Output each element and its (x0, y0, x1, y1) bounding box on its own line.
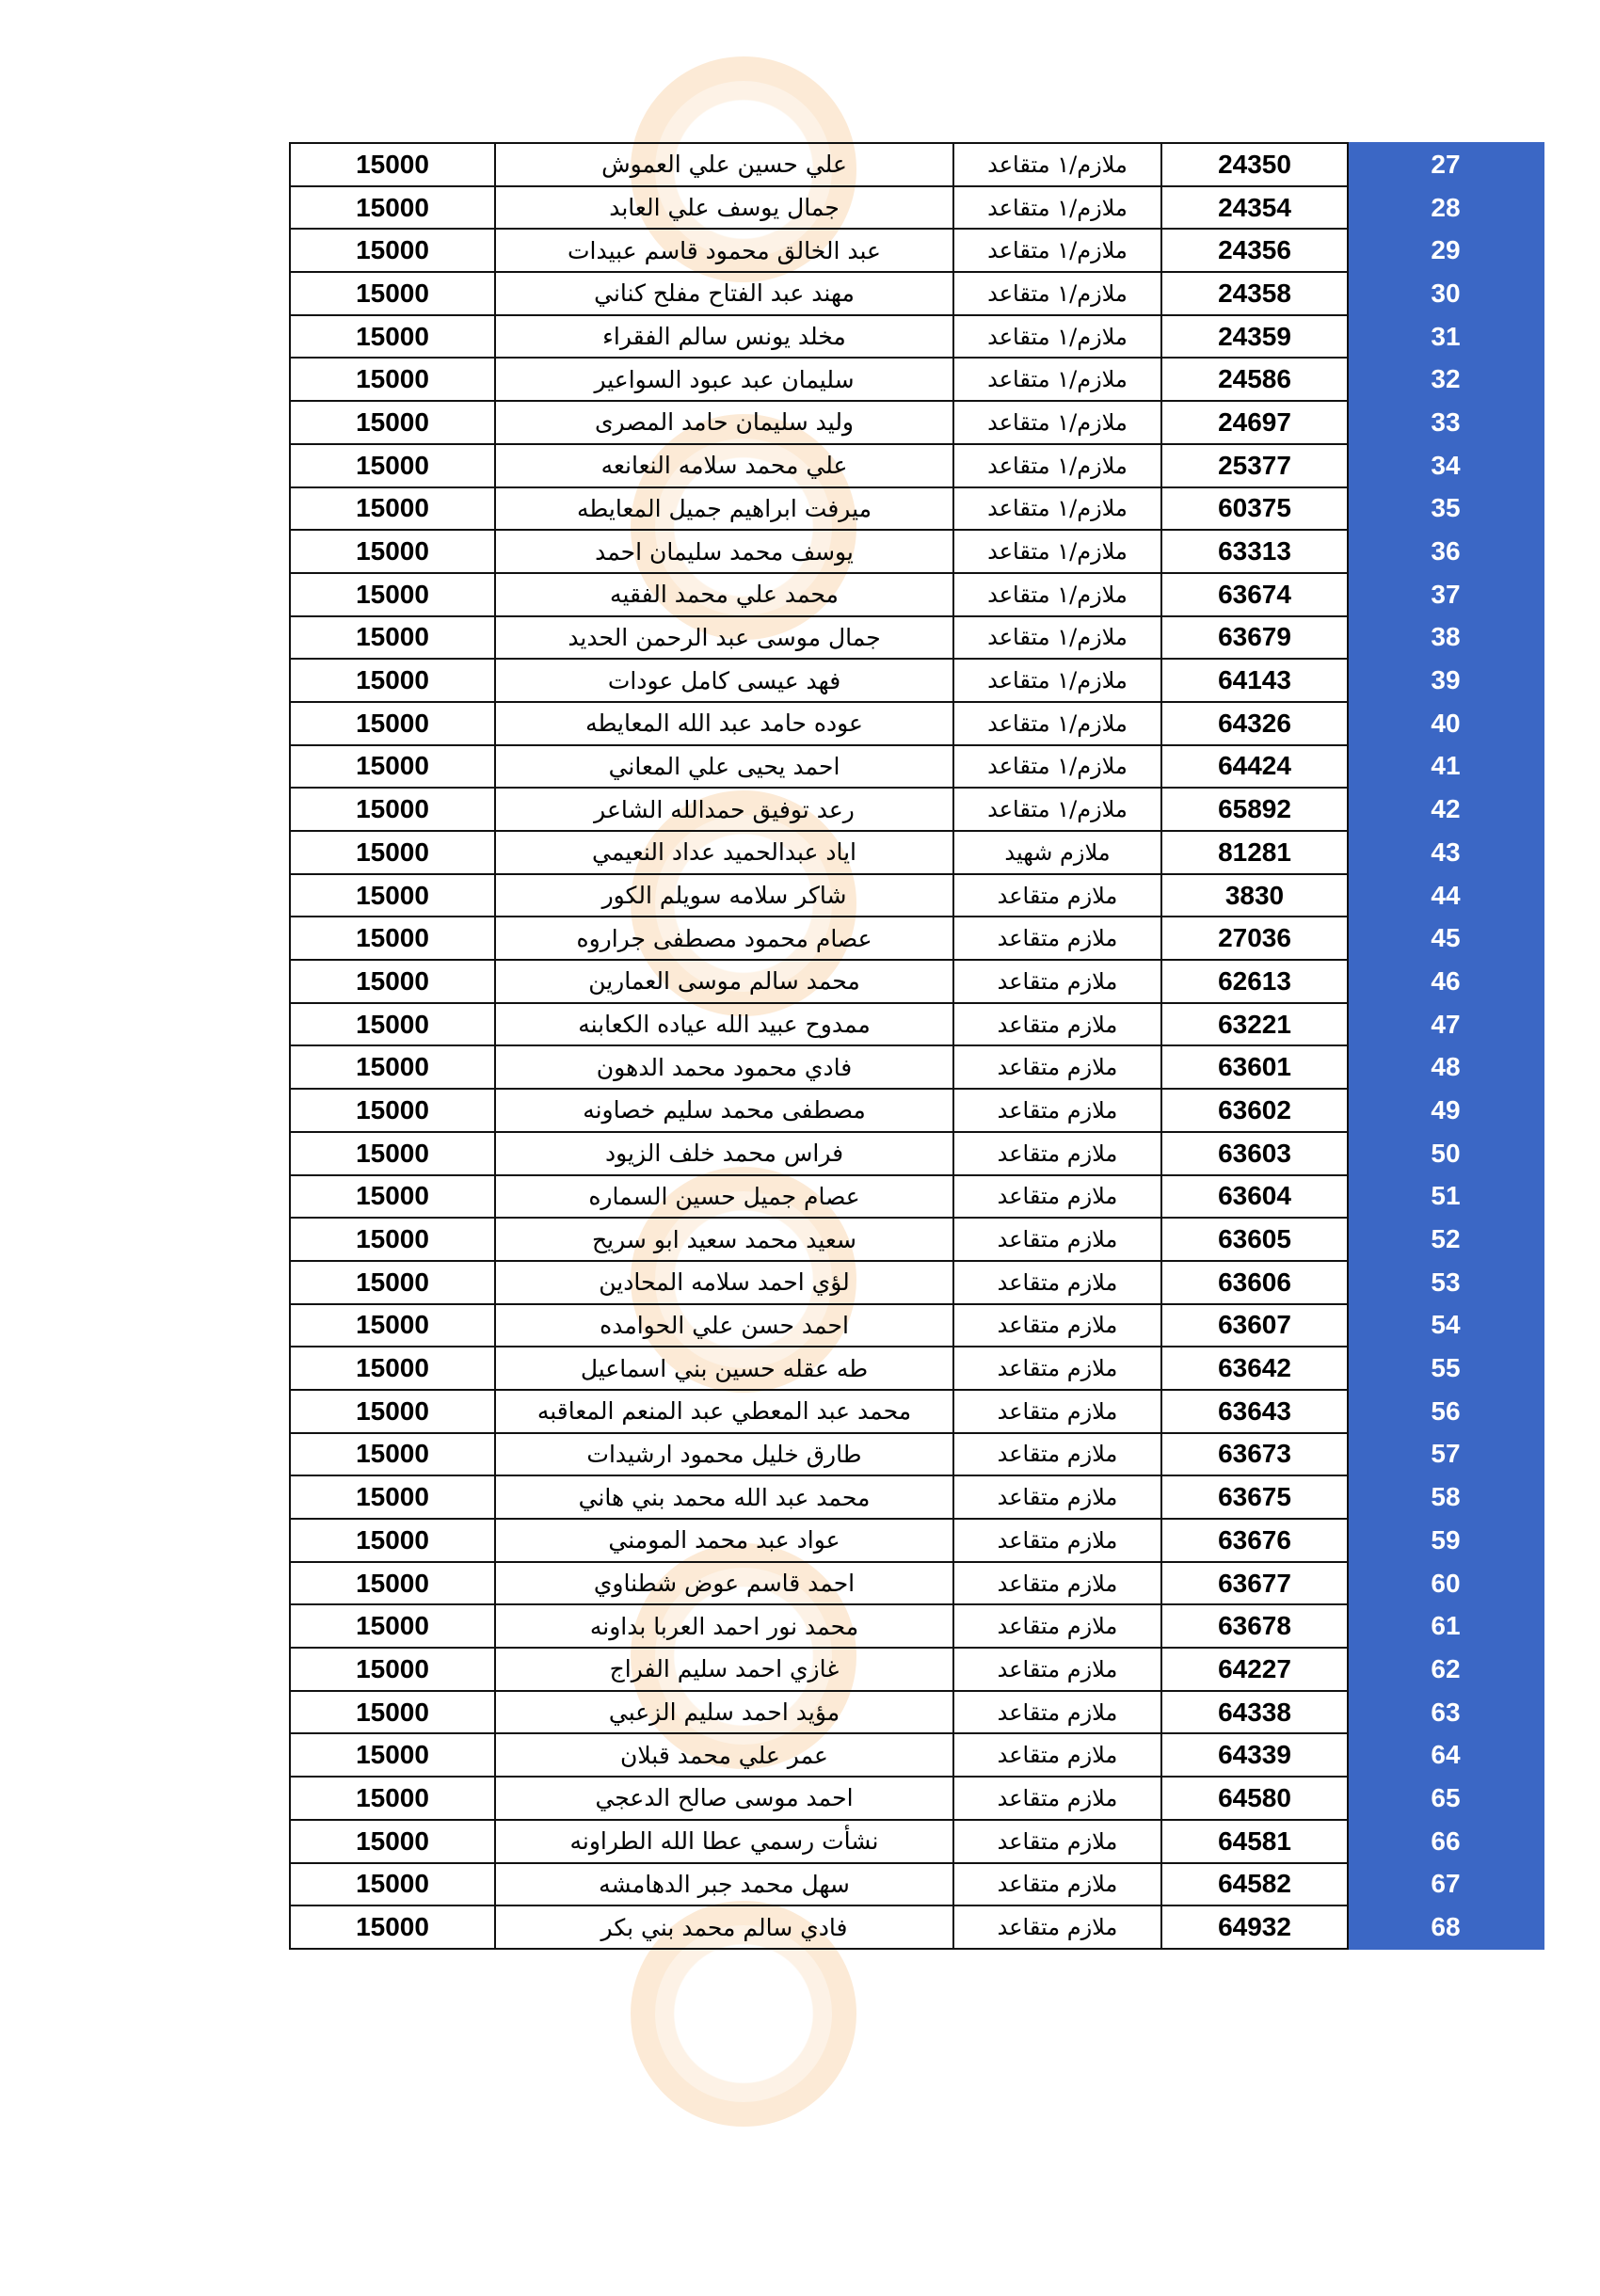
table-row (290, 1562, 1544, 1605)
table-row (290, 1175, 1544, 1219)
row-number-cell: 31 (1348, 315, 1544, 359)
name-cell: اياد عبدالحميد عداد النعيمي (495, 831, 953, 874)
rank-cell: ملازم متقاعد (953, 1390, 1161, 1433)
table-row (290, 960, 1544, 1003)
military-id-cell: 63601 (1161, 1045, 1348, 1089)
amount-cell: 15000 (290, 1820, 495, 1863)
name-cell: عوده حامد عبد الله المعايطه (495, 702, 953, 745)
rank-cell: ملازم متقاعد (953, 1519, 1161, 1562)
rank-cell: ملازم/١ متقاعد (953, 573, 1161, 616)
military-id-cell: 65892 (1161, 788, 1348, 831)
military-id-cell: 24586 (1161, 358, 1348, 401)
military-id-cell: 64326 (1161, 702, 1348, 745)
rank-cell: ملازم متقاعد (953, 917, 1161, 960)
amount-cell: 15000 (290, 1733, 495, 1777)
table-row (290, 745, 1544, 789)
amount-cell: 15000 (290, 487, 495, 531)
table-row (290, 1132, 1544, 1175)
amount-cell: 15000 (290, 1475, 495, 1519)
military-id-cell: 63677 (1161, 1562, 1348, 1605)
amount-cell: 15000 (290, 1648, 495, 1691)
table-row (290, 1089, 1544, 1132)
row-number-cell: 33 (1348, 401, 1544, 444)
row-number-cell: 57 (1348, 1433, 1544, 1476)
military-id-cell: 63602 (1161, 1089, 1348, 1132)
table-row (290, 358, 1544, 401)
amount-cell: 15000 (290, 1347, 495, 1390)
table-row (290, 143, 1544, 186)
military-id-cell: 24359 (1161, 315, 1348, 359)
table-row (290, 788, 1544, 831)
row-number-cell: 46 (1348, 960, 1544, 1003)
military-id-cell: 63679 (1161, 616, 1348, 660)
row-number-cell: 64 (1348, 1733, 1544, 1777)
amount-cell: 15000 (290, 1433, 495, 1476)
amount-cell: 15000 (290, 1390, 495, 1433)
military-id-cell: 64580 (1161, 1777, 1348, 1820)
rank-cell: ملازم متقاعد (953, 1218, 1161, 1261)
row-number-cell: 50 (1348, 1132, 1544, 1175)
amount-cell: 15000 (290, 1132, 495, 1175)
rank-cell: ملازم/١ متقاعد (953, 745, 1161, 789)
row-number-cell: 51 (1348, 1175, 1544, 1219)
rank-cell: ملازم متقاعد (953, 1733, 1161, 1777)
rank-cell: ملازم/١ متقاعد (953, 143, 1161, 186)
name-cell: فهد عيسى كامل عودات (495, 659, 953, 702)
name-cell: علي محمد سلامه النعانعه (495, 444, 953, 487)
rank-cell: ملازم متقاعد (953, 874, 1161, 917)
military-id-cell: 81281 (1161, 831, 1348, 874)
table-row (290, 1777, 1544, 1820)
name-cell: علي حسين علي العموش (495, 143, 953, 186)
rank-cell: ملازم متقاعد (953, 1304, 1161, 1347)
military-id-cell: 24358 (1161, 272, 1348, 315)
name-cell: احمد حسن علي الحوامده (495, 1304, 953, 1347)
rank-cell: ملازم متقاعد (953, 1820, 1161, 1863)
name-cell: مهند عبد الفتاح مفلح كناني (495, 272, 953, 315)
military-id-cell: 63604 (1161, 1175, 1348, 1219)
rank-cell: ملازم/١ متقاعد (953, 401, 1161, 444)
military-id-cell: 63643 (1161, 1390, 1348, 1433)
amount-cell: 15000 (290, 1519, 495, 1562)
amount-cell: 15000 (290, 1562, 495, 1605)
military-id-cell: 63642 (1161, 1347, 1348, 1390)
name-cell: فادي محمود محمد الدهون (495, 1045, 953, 1089)
amount-cell: 15000 (290, 616, 495, 660)
row-number-cell: 58 (1348, 1475, 1544, 1519)
amount-cell: 15000 (290, 1045, 495, 1089)
rank-cell: ملازم متقاعد (953, 1003, 1161, 1046)
row-number-cell: 66 (1348, 1820, 1544, 1863)
table-row (290, 1261, 1544, 1304)
row-number-cell: 65 (1348, 1777, 1544, 1820)
military-id-cell: 60375 (1161, 487, 1348, 531)
rank-cell: ملازم/١ متقاعد (953, 659, 1161, 702)
military-id-cell: 63313 (1161, 530, 1348, 573)
row-number-cell: 68 (1348, 1905, 1544, 1949)
table-row (290, 186, 1544, 230)
row-number-cell: 32 (1348, 358, 1544, 401)
rank-cell: ملازم/١ متقاعد (953, 487, 1161, 531)
military-id-cell: 63674 (1161, 573, 1348, 616)
rank-cell: ملازم متقاعد (953, 1175, 1161, 1219)
amount-cell: 15000 (290, 1691, 495, 1734)
table-row (290, 702, 1544, 745)
military-id-cell: 24350 (1161, 143, 1348, 186)
name-cell: مصطفى محمد سليم خصاونه (495, 1089, 953, 1132)
row-number-cell: 28 (1348, 186, 1544, 230)
name-cell: نشأت رسمي عطا الله الطراونه (495, 1820, 953, 1863)
table-row (290, 659, 1544, 702)
amount-cell: 15000 (290, 444, 495, 487)
row-number-cell: 35 (1348, 487, 1544, 531)
name-cell: احمد موسى صالح الدعجي (495, 1777, 953, 1820)
amount-cell: 15000 (290, 1175, 495, 1219)
military-id-cell: 63675 (1161, 1475, 1348, 1519)
amount-cell: 15000 (290, 1604, 495, 1648)
row-number-cell: 44 (1348, 874, 1544, 917)
rank-cell: ملازم متقاعد (953, 1562, 1161, 1605)
table-row (290, 487, 1544, 531)
military-id-cell: 64582 (1161, 1863, 1348, 1906)
row-number-cell: 38 (1348, 616, 1544, 660)
military-id-cell: 63605 (1161, 1218, 1348, 1261)
rank-cell: ملازم/١ متقاعد (953, 358, 1161, 401)
military-id-cell: 64424 (1161, 745, 1348, 789)
name-cell: لؤي احمد سلامه المحادين (495, 1261, 953, 1304)
row-number-cell: 61 (1348, 1604, 1544, 1648)
name-cell: طارق خليل محمود ارشيدات (495, 1433, 953, 1476)
name-cell: عمر علي محمد قبلان (495, 1733, 953, 1777)
military-id-cell: 63221 (1161, 1003, 1348, 1046)
name-cell: جمال موسى عبد الرحمن الحديد (495, 616, 953, 660)
rank-cell: ملازم متقاعد (953, 1347, 1161, 1390)
name-cell: سعيد محمد سعيد ابو سريح (495, 1218, 953, 1261)
rank-cell: ملازم متقاعد (953, 1433, 1161, 1476)
table-row (290, 1045, 1544, 1089)
amount-cell: 15000 (290, 143, 495, 186)
rank-cell: ملازم متقاعد (953, 1691, 1161, 1734)
row-number-cell: 59 (1348, 1519, 1544, 1562)
amount-cell: 15000 (290, 358, 495, 401)
table-row (290, 917, 1544, 960)
rank-cell: ملازم متقاعد (953, 1863, 1161, 1906)
name-cell: عصام جميل حسين السماره (495, 1175, 953, 1219)
rank-cell: ملازم متقاعد (953, 1045, 1161, 1089)
name-cell: ميرفت ابراهيم جميل المعايطه (495, 487, 953, 531)
name-cell: شاكر سلامه سويلم الكور (495, 874, 953, 917)
row-number-cell: 55 (1348, 1347, 1544, 1390)
amount-cell: 15000 (290, 1218, 495, 1261)
rank-cell: ملازم/١ متقاعد (953, 702, 1161, 745)
military-id-cell: 63678 (1161, 1604, 1348, 1648)
roster-body (290, 143, 1544, 1949)
name-cell: محمد نور احمد العربا بداونه (495, 1604, 953, 1648)
table-row (290, 272, 1544, 315)
military-id-cell: 3830 (1161, 874, 1348, 917)
rank-cell: ملازم متقاعد (953, 1132, 1161, 1175)
name-cell: مؤيد احمد سليم الزعبي (495, 1691, 953, 1734)
row-number-cell: 67 (1348, 1863, 1544, 1906)
amount-cell: 15000 (290, 788, 495, 831)
row-number-cell: 40 (1348, 702, 1544, 745)
amount-cell: 15000 (290, 874, 495, 917)
amount-cell: 15000 (290, 1905, 495, 1949)
military-id-cell: 27036 (1161, 917, 1348, 960)
table-row (290, 1304, 1544, 1347)
table-row (290, 616, 1544, 660)
row-number-cell: 36 (1348, 530, 1544, 573)
amount-cell: 15000 (290, 1304, 495, 1347)
military-id-cell: 64227 (1161, 1648, 1348, 1691)
rank-cell: ملازم/١ متقاعد (953, 272, 1161, 315)
amount-cell: 15000 (290, 272, 495, 315)
table-row (290, 1475, 1544, 1519)
name-cell: مخلد يونس سالم الفقراء (495, 315, 953, 359)
rank-cell: ملازم/١ متقاعد (953, 186, 1161, 230)
rank-cell: ملازم متقاعد (953, 1905, 1161, 1949)
amount-cell: 15000 (290, 659, 495, 702)
name-cell: فادي سالم محمد بني بكر (495, 1905, 953, 1949)
row-number-cell: 29 (1348, 229, 1544, 272)
rank-cell: ملازم/١ متقاعد (953, 444, 1161, 487)
name-cell: محمد عبد المعطي عبد المنعم المعاقبه (495, 1390, 953, 1433)
name-cell: عصام محمود مصطفى جراروه (495, 917, 953, 960)
amount-cell: 15000 (290, 530, 495, 573)
name-cell: عواد عبد محمد المومني (495, 1519, 953, 1562)
name-cell: جمال يوسف علي العابد (495, 186, 953, 230)
amount-cell: 15000 (290, 315, 495, 359)
amount-cell: 15000 (290, 1777, 495, 1820)
amount-cell: 15000 (290, 229, 495, 272)
row-number-cell: 37 (1348, 573, 1544, 616)
table-row (290, 530, 1544, 573)
name-cell: احمد يحيى علي المعاني (495, 745, 953, 789)
rank-cell: ملازم متقاعد (953, 1777, 1161, 1820)
table-row (290, 401, 1544, 444)
table-row (290, 1691, 1544, 1734)
military-id-cell: 63603 (1161, 1132, 1348, 1175)
amount-cell: 15000 (290, 1863, 495, 1906)
rank-cell: ملازم متقاعد (953, 1475, 1161, 1519)
military-id-cell: 25377 (1161, 444, 1348, 487)
amount-cell: 15000 (290, 745, 495, 789)
military-id-cell: 24697 (1161, 401, 1348, 444)
watermark (489, 1901, 979, 2296)
table-row (290, 444, 1544, 487)
name-cell: يوسف محمد سليمان احمد (495, 530, 953, 573)
row-number-cell: 30 (1348, 272, 1544, 315)
table-row (290, 1863, 1544, 1906)
military-id-cell: 63607 (1161, 1304, 1348, 1347)
rank-cell: ملازم/١ متقاعد (953, 315, 1161, 359)
row-number-cell: 63 (1348, 1691, 1544, 1734)
table-row (290, 1433, 1544, 1476)
table-row (290, 1218, 1544, 1261)
rank-cell: ملازم متقاعد (953, 1648, 1161, 1691)
rank-cell: ملازم/١ متقاعد (953, 229, 1161, 272)
rank-cell: ملازم متقاعد (953, 1604, 1161, 1648)
rank-cell: ملازم/١ متقاعد (953, 530, 1161, 573)
amount-cell: 15000 (290, 401, 495, 444)
amount-cell: 15000 (290, 960, 495, 1003)
military-id-cell: 62613 (1161, 960, 1348, 1003)
military-id-cell: 64338 (1161, 1691, 1348, 1734)
name-cell: سليمان عبد عبود السواعير (495, 358, 953, 401)
military-id-cell: 64143 (1161, 659, 1348, 702)
rank-cell: ملازم متقاعد (953, 960, 1161, 1003)
row-number-cell: 60 (1348, 1562, 1544, 1605)
table-row (290, 1003, 1544, 1046)
table-row (290, 1648, 1544, 1691)
table-row (290, 315, 1544, 359)
name-cell: رعد توفيق حمدالله الشاعر (495, 788, 953, 831)
military-id-cell: 24356 (1161, 229, 1348, 272)
table-row (290, 1347, 1544, 1390)
name-cell: فراس محمد خلف الزيود (495, 1132, 953, 1175)
amount-cell: 15000 (290, 186, 495, 230)
amount-cell: 15000 (290, 917, 495, 960)
amount-cell: 15000 (290, 1089, 495, 1132)
row-number-cell: 41 (1348, 745, 1544, 789)
row-number-cell: 45 (1348, 917, 1544, 960)
row-number-cell: 43 (1348, 831, 1544, 874)
rank-cell: ملازم متقاعد (953, 1261, 1161, 1304)
amount-cell: 15000 (290, 831, 495, 874)
name-cell: ممدوح عبيد الله عياده الكعابنه (495, 1003, 953, 1046)
name-cell: محمد عبد الله محمد بني هاني (495, 1475, 953, 1519)
table-row (290, 831, 1544, 874)
name-cell: وليد سليمان حامد المصرى (495, 401, 953, 444)
table-row (290, 229, 1544, 272)
name-cell: محمد علي محمد الفقيه (495, 573, 953, 616)
military-id-cell: 24354 (1161, 186, 1348, 230)
row-number-cell: 49 (1348, 1089, 1544, 1132)
table-row (290, 1519, 1544, 1562)
table-row (290, 874, 1544, 917)
amount-cell: 15000 (290, 1261, 495, 1304)
table-row (290, 573, 1544, 616)
name-cell: محمد سالم موسى العمارين (495, 960, 953, 1003)
row-number-cell: 53 (1348, 1261, 1544, 1304)
row-number-cell: 56 (1348, 1390, 1544, 1433)
rank-cell: ملازم/١ متقاعد (953, 616, 1161, 660)
table-row (290, 1905, 1544, 1949)
name-cell: طه عقله حسين بني اسماعيل (495, 1347, 953, 1390)
name-cell: احمد قاسم عوض شطناوي (495, 1562, 953, 1605)
row-number-cell: 48 (1348, 1045, 1544, 1089)
military-id-cell: 64581 (1161, 1820, 1348, 1863)
row-number-cell: 42 (1348, 788, 1544, 831)
amount-cell: 15000 (290, 1003, 495, 1046)
rank-cell: ملازم/١ متقاعد (953, 788, 1161, 831)
military-id-cell: 64339 (1161, 1733, 1348, 1777)
table-row (290, 1390, 1544, 1433)
table-row (290, 1604, 1544, 1648)
rank-cell: ملازم شهيد (953, 831, 1161, 874)
military-id-cell: 63606 (1161, 1261, 1348, 1304)
name-cell: سهل محمد جبر الدهامشه (495, 1863, 953, 1906)
row-number-cell: 34 (1348, 444, 1544, 487)
row-number-cell: 39 (1348, 659, 1544, 702)
table-row (290, 1820, 1544, 1863)
military-id-cell: 64932 (1161, 1905, 1348, 1949)
name-cell: غازي احمد سليم الفراج (495, 1648, 953, 1691)
amount-cell: 15000 (290, 573, 495, 616)
roster-table (289, 142, 1544, 1950)
military-id-cell: 63673 (1161, 1433, 1348, 1476)
rank-cell: ملازم متقاعد (953, 1089, 1161, 1132)
row-number-cell: 47 (1348, 1003, 1544, 1046)
table-row (290, 1733, 1544, 1777)
row-number-cell: 62 (1348, 1648, 1544, 1691)
name-cell: عبد الخالق محمود قاسم عبيدات (495, 229, 953, 272)
row-number-cell: 27 (1348, 143, 1544, 186)
row-number-cell: 52 (1348, 1218, 1544, 1261)
amount-cell: 15000 (290, 702, 495, 745)
row-number-cell: 54 (1348, 1304, 1544, 1347)
military-id-cell: 63676 (1161, 1519, 1348, 1562)
